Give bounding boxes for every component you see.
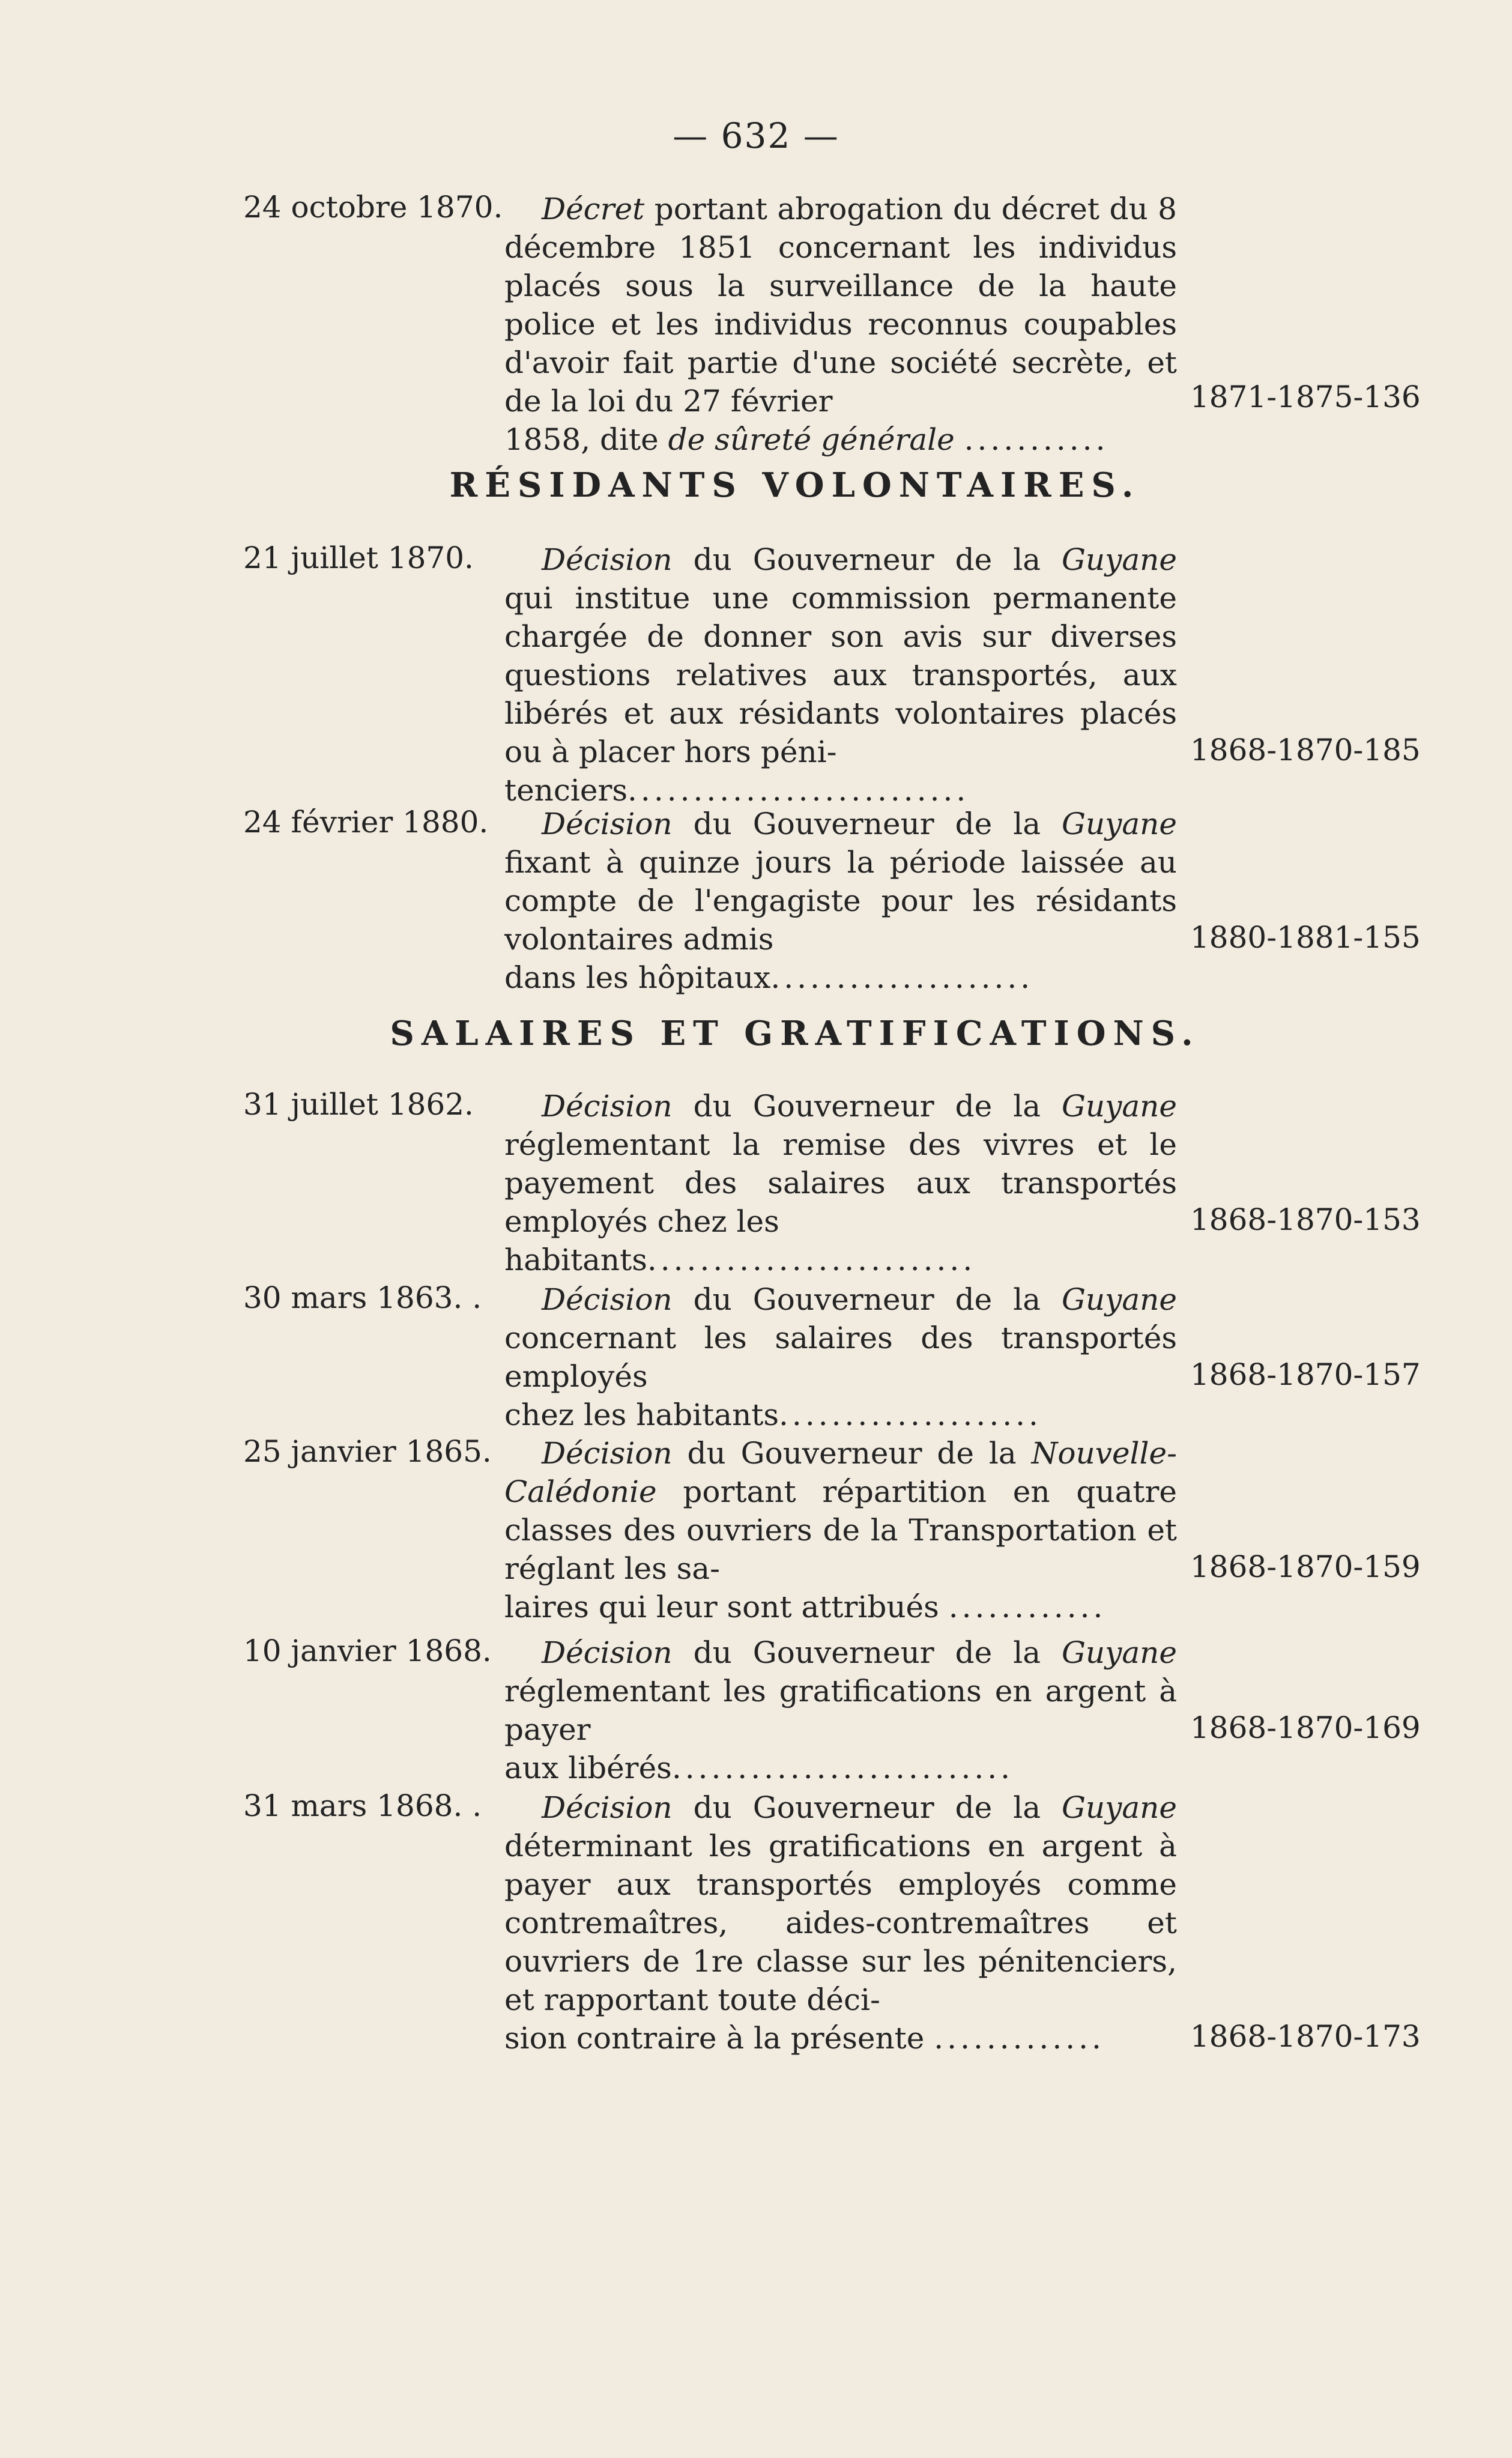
entry-text <box>504 1633 1177 1749</box>
entry-text <box>504 190 1177 420</box>
entry-reference: 1868-1870-159 <box>1190 1549 1421 1584</box>
entry-reference: 1868-1870-169 <box>1190 1710 1421 1745</box>
entry-body <box>504 1788 1177 2057</box>
entry-italic-title: de sûreté générale <box>668 422 955 457</box>
entry-date: 10 janvier 1868. <box>243 1633 492 1668</box>
place-name: Guyane <box>1061 1790 1177 1825</box>
document-type: Décision <box>542 542 673 577</box>
document-type: Décret <box>542 192 645 226</box>
place-name: Nouvelle-Calédonie <box>504 1436 1177 1509</box>
entry-body <box>504 1087 1177 1279</box>
leader-dots: ........... <box>964 422 1109 457</box>
page-number: — 632 — <box>673 115 839 156</box>
entry-authority: du Gouverneur de la <box>693 1635 1041 1670</box>
entry-last-line <box>504 1749 1177 1787</box>
document-type: Décision <box>542 1089 673 1124</box>
entry-last-line <box>504 1396 1177 1434</box>
entry-reference: 1880-1881-155 <box>1190 920 1421 955</box>
place-name: Guyane <box>1061 1089 1177 1124</box>
entry-authority: du Gouverneur de la <box>693 807 1041 841</box>
entry-authority: du Gouverneur de la <box>693 1282 1041 1317</box>
entry-authority: du Gouverneur de la <box>693 542 1041 577</box>
entry-last-line <box>504 1588 1177 1626</box>
entry-last-line <box>504 2019 1177 2057</box>
entry-authority: du Gouverneur de la <box>693 1089 1041 1124</box>
place-name: Guyane <box>1061 807 1177 841</box>
place-name: Guyane <box>1061 1635 1177 1670</box>
entry-body <box>504 805 1177 997</box>
document-type: Décision <box>542 807 673 841</box>
entry-reference: 1868-1870-185 <box>1190 733 1421 767</box>
entry-body <box>504 1280 1177 1434</box>
leader-dots: ............. <box>934 2021 1105 2056</box>
entry-last-text: chez les habitants <box>504 1397 779 1432</box>
entry-description: réglementant la remise des vivres et le payement des salaires aux transportés employés chez les <box>504 1127 1177 1239</box>
place-name: Guyane <box>1061 1282 1177 1317</box>
entry-text <box>504 540 1177 771</box>
entry-last-text: sion contraire à la présente <box>504 2021 925 2056</box>
entry-description: fixant à quinze jours la période laissée au compte de l'engagiste pour les résidants volontaires admis <box>504 845 1177 957</box>
entry-authority: du Gouverneur de la <box>687 1436 1017 1471</box>
entry-body <box>504 1633 1177 1787</box>
document-type: Décision <box>542 1282 673 1317</box>
entry-description: déterminant les gratifications en argent à payer aux transportés employés comme contremaîtres, aides-contremaîtres et ouvriers de 1re classe sur les pénitenciers, et rapportant toute déci- <box>504 1829 1177 2017</box>
leader-dots: ......................... <box>647 1243 976 1277</box>
entry-text <box>504 1788 1177 2019</box>
entry-date: 30 mars 1863. . <box>243 1280 482 1315</box>
entry-last-text: aux libérés <box>504 1751 672 1785</box>
entry-date: 24 février 1880. <box>243 805 489 840</box>
entry-body <box>504 1434 1177 1626</box>
entry-last-text: dans les hôpitaux <box>504 960 771 995</box>
entry-description: portant abrogation du décret du 8 décembre 1851 concernant les individus placés sous la surveillance de la haute police et les individus reconnus coupables d'avoir fait partie d'une société secrète, et de la loi du 27 février <box>504 192 1177 419</box>
leader-dots: .................... <box>779 1397 1042 1432</box>
entry-reference: 1868-1870-153 <box>1190 1202 1421 1237</box>
document-type: Décision <box>542 1436 673 1471</box>
entry-last-text: tenciers <box>504 773 628 808</box>
leader-dots: .......................... <box>627 773 970 808</box>
entry-description: portant répartition en quatre classes des ouvriers de la Transportation et réglant les sa- <box>504 1474 1177 1586</box>
entry-last-line <box>504 1241 1177 1279</box>
leader-dots: ............ <box>948 1590 1107 1624</box>
entry-text <box>504 1280 1177 1396</box>
document-type: Décision <box>542 1635 673 1670</box>
entry-description: concernant les salaires des transportés employés <box>504 1321 1177 1394</box>
section-heading-salaires: SALAIRES ET GRATIFICATIONS. <box>390 1014 1200 1053</box>
entry-last-line <box>504 771 1177 810</box>
entry-date: 21 juillet 1870. <box>243 540 474 575</box>
entry-text <box>504 1434 1177 1588</box>
leader-dots: .......................... <box>671 1751 1014 1785</box>
entry-reference: 1868-1870-173 <box>1190 2019 1421 2054</box>
entry-last-text: laires qui leur sont attribués <box>504 1590 939 1624</box>
entry-reference: 1868-1870-157 <box>1190 1357 1421 1392</box>
document-type: Décision <box>542 1790 673 1825</box>
leader-dots: .................... <box>770 960 1034 995</box>
entry-body <box>504 540 1177 810</box>
section-heading-residants: RÉSIDANTS VOLONTAIRES. <box>449 465 1141 505</box>
entry-last-text: habitants <box>504 1243 647 1277</box>
entry-last-line <box>504 958 1177 997</box>
entry-date: 25 janvier 1865. <box>243 1434 492 1469</box>
entry-text <box>504 1087 1177 1241</box>
entry-last-text: 1858, dite <box>504 422 659 457</box>
place-name: Guyane <box>1061 542 1177 577</box>
entry-last-line <box>504 420 1177 459</box>
entry-date: 31 mars 1868. . <box>243 1788 482 1823</box>
entry-description: qui institue une commission permanente chargée de donner son avis sur diverses questions relatives aux transportés, aux libérés et aux résidants volontaires placés ou à placer hors péni- <box>504 581 1177 769</box>
entry-body <box>504 190 1177 459</box>
entry-date: 24 octobre 1870. <box>243 190 503 225</box>
entry-reference: 1871-1875-136 <box>1190 380 1421 414</box>
entry-description: réglementant les gratifications en argent à payer <box>504 1674 1177 1747</box>
entry-date: 31 juillet 1862. <box>243 1087 474 1122</box>
entry-authority: du Gouverneur de la <box>693 1790 1041 1825</box>
entry-text <box>504 805 1177 958</box>
